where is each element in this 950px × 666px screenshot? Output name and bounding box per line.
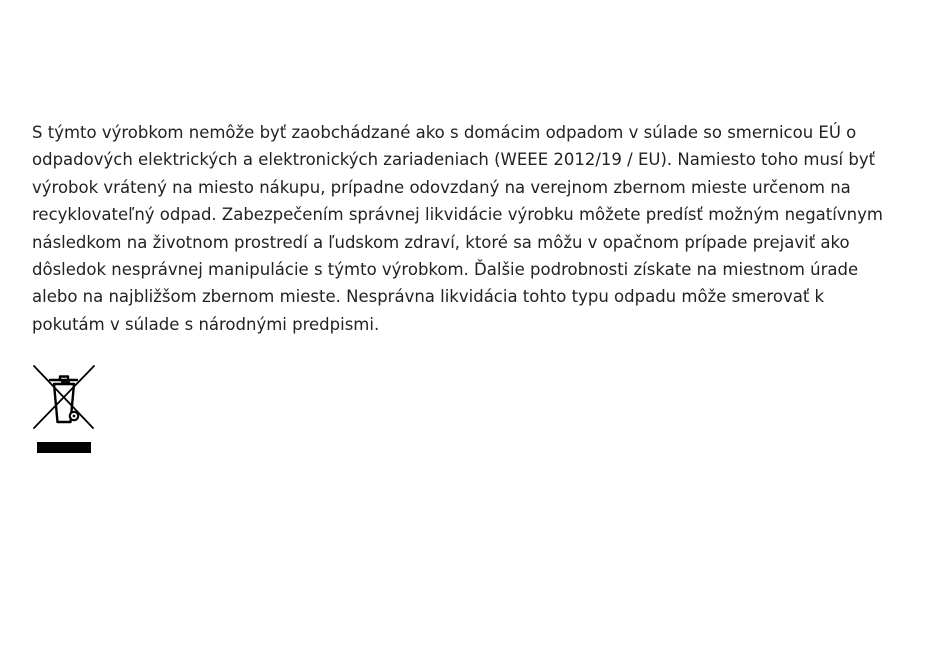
crossed-out-wheeled-bin-icon [32,364,96,456]
notice-line-4: recyklovateľný odpad. Zabezpečením správnej likvidácie výrobku môžete predísť možným negatívnym [32,205,883,225]
notice-line-3: výrobok vrátený na miesto nákupu, prípadne odovzdaný na verejnom zbernom mieste určenom na [32,177,851,197]
notice-line-2: odpadových elektrických a elektronických zariadeniach (WEEE 2012/19 / EU). Namiesto toho musí byť [32,150,876,170]
notice-line-1: S týmto výrobkom nemôže byť zaobchádzané ako s domácim odpadom v súlade so smernicou EÚ o [32,123,857,142]
notice-line-8: pokutám v súlade s národnými predpismi. [32,314,380,334]
notice-line-7: alebo na najbližšom zbernom mieste. Nesprávna likvidácia tohto typu odpadu môže smerovať k [32,287,825,307]
weee-disposal-notice [32,119,932,338]
notice-line-5: následkom na životnom prostredí a ľudskom zdraví, ktoré sa môžu v opačnom prípade prejaviť ako [32,232,850,252]
notice-line-6: dôsledok nesprávnej manipulácie s týmto výrobkom. Ďalšie podrobnosti získate na miestnom úrade [32,260,859,280]
